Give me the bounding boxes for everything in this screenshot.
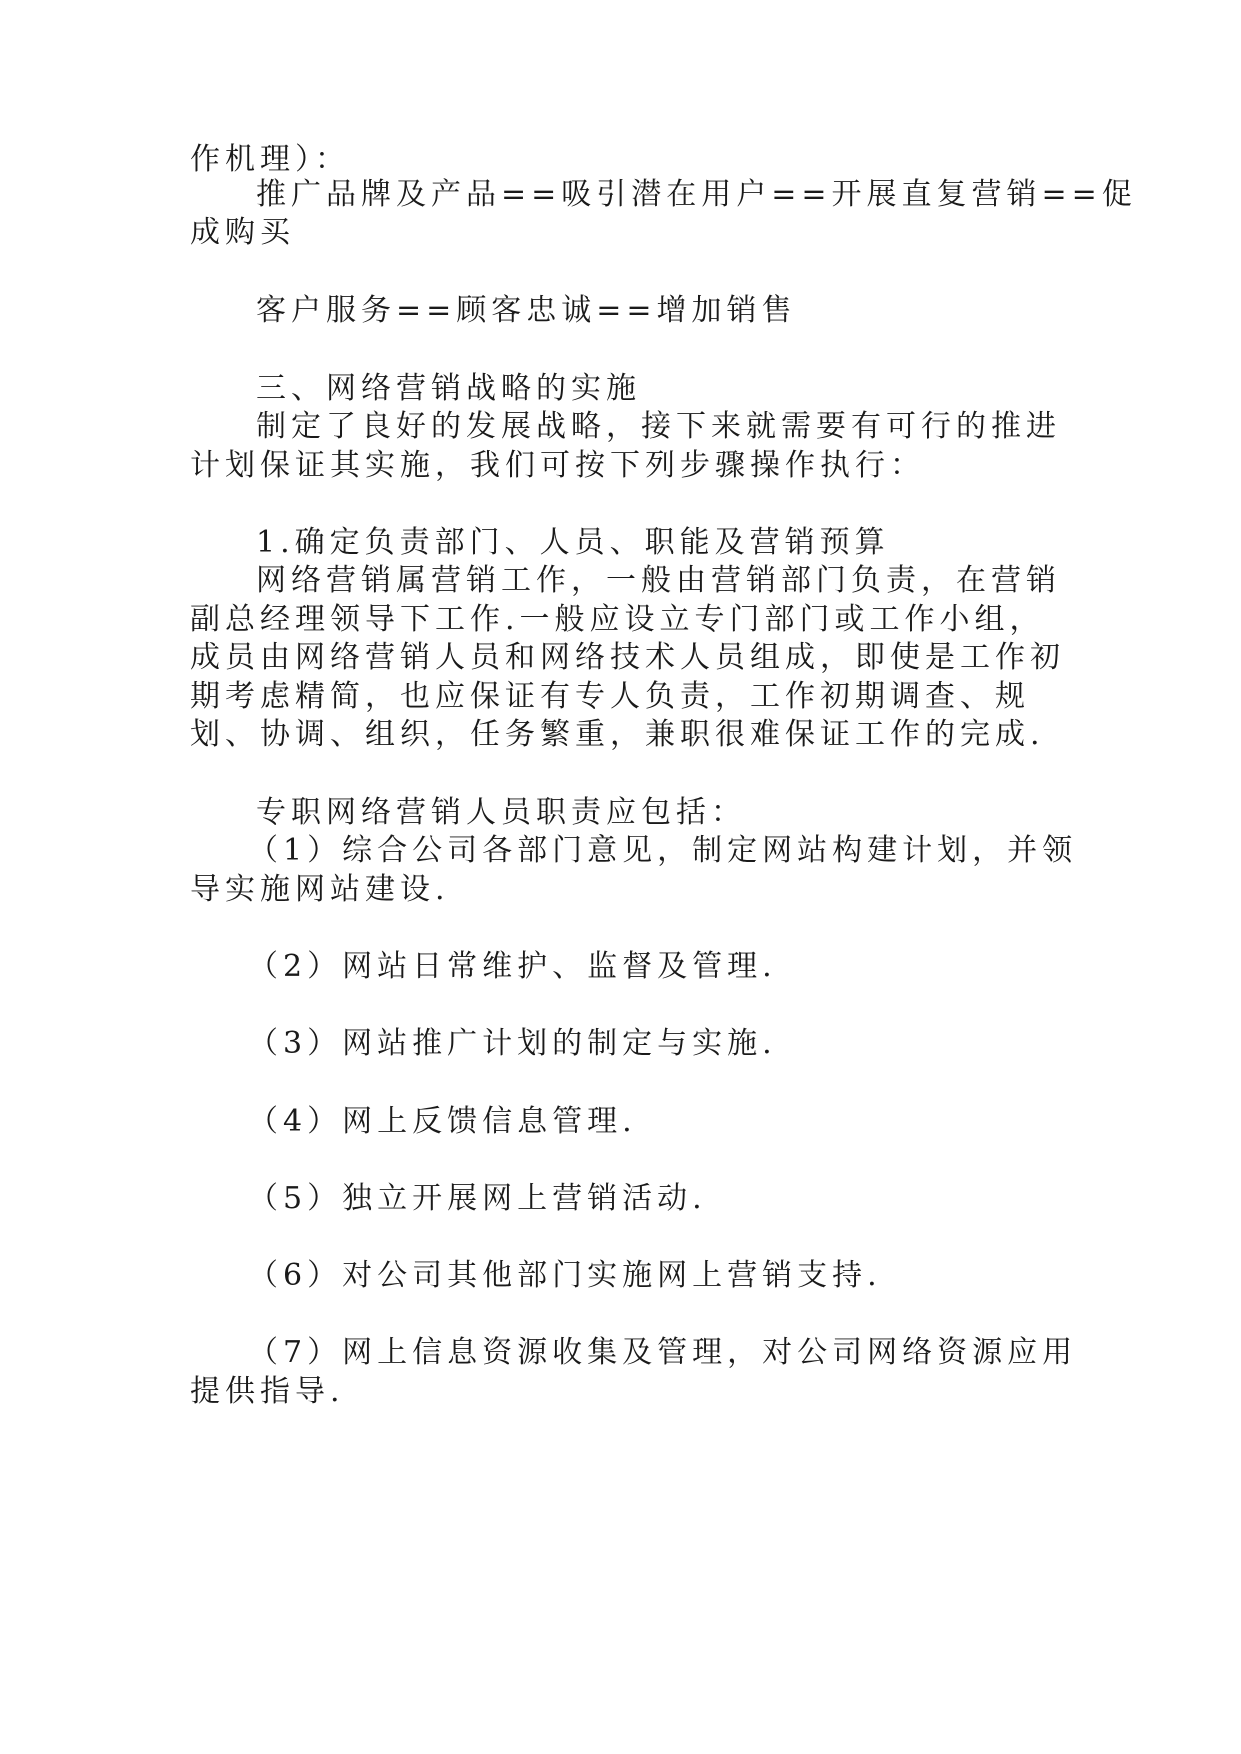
text-line: 制定了良好的发展战略，接下来就需要有可行的推进 xyxy=(256,409,1061,444)
text-line: 提供指导. xyxy=(190,1374,345,1409)
list-item: （5）独立开展网上营销活动. xyxy=(248,1181,707,1216)
list-item: （2）网站日常维护、监督及管理. xyxy=(248,949,777,984)
list-item: （6）对公司其他部门实施网上营销支持. xyxy=(248,1258,882,1293)
list-item: （7）网上信息资源收集及管理，对公司网络资源应用 xyxy=(248,1335,1078,1370)
subsection-heading: 1.确定负责部门、人员、职能及营销预算 xyxy=(256,525,890,560)
text-line: 客户服务==顾客忠诚==增加销售 xyxy=(256,293,797,328)
text-line: 成员由网络营销人员和网络技术人员组成，即使是工作初 xyxy=(190,640,1065,675)
text-line: 网络营销属营销工作，一般由营销部门负责，在营销 xyxy=(256,563,1061,598)
text-line: 划、协调、组织，任务繁重，兼职很难保证工作的完成. xyxy=(190,717,1045,752)
text-line: 成购买 xyxy=(190,215,295,250)
list-item: （3）网站推广计划的制定与实施. xyxy=(248,1026,777,1061)
text-line: 导实施网站建设. xyxy=(190,872,450,907)
text-line: 推广品牌及产品==吸引潜在用户==开展直复营销==促 xyxy=(256,177,1137,212)
list-item: （1）综合公司各部门意见，制定网站构建计划，并领 xyxy=(248,833,1078,868)
text-line: 作机理）： xyxy=(190,142,350,177)
text-line: 专职网络营销人员职责应包括： xyxy=(256,795,746,830)
section-heading: 三、网络营销战略的实施 xyxy=(256,371,641,406)
list-item: （4）网上反馈信息管理. xyxy=(248,1104,637,1139)
text-line: 计划保证其实施，我们可按下列步骤操作执行： xyxy=(190,448,925,483)
text-line: 副总经理领导下工作.一般应设立专门部门或工作小组， xyxy=(190,602,1045,637)
text-line: 期考虑精简，也应保证有专人负责，工作初期调查、规 xyxy=(190,679,1030,714)
